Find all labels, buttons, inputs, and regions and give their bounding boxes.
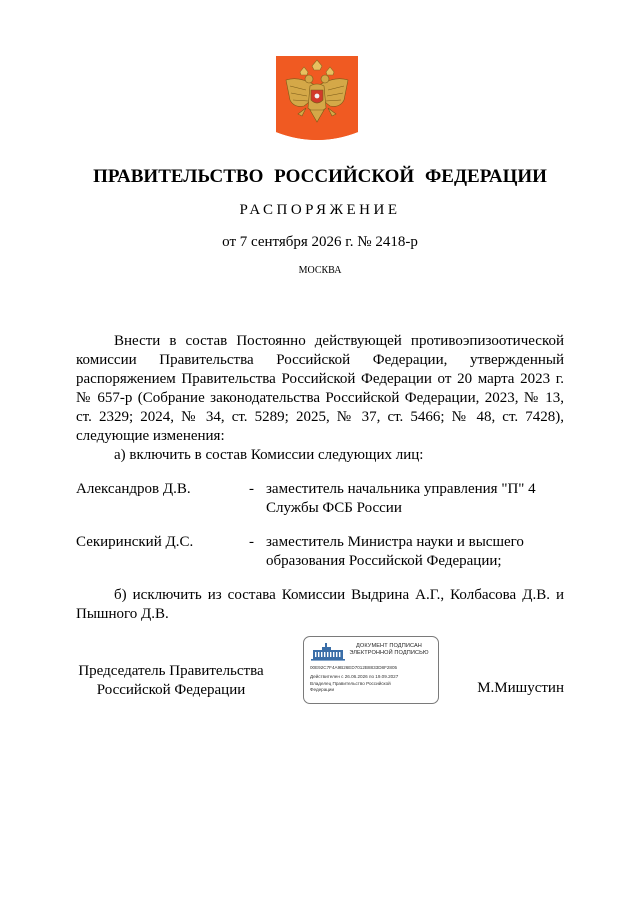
signatory-position bbox=[76, 662, 266, 700]
stamp-title-line: ЭЛЕКТРОННОЙ ПОДПИСЬЮ bbox=[349, 650, 429, 656]
member-dash: - bbox=[249, 534, 254, 550]
member-dash: - bbox=[249, 481, 254, 497]
stamp-validity: Действителен с 26.06.2026 по 19.09.2027 bbox=[310, 674, 399, 679]
item-a-paragraph: а) включить в состав Комиссии следующих лиц: bbox=[114, 447, 424, 463]
stamp-title bbox=[344, 643, 434, 657]
signatory-position-line: Российской Федерации bbox=[96, 682, 246, 698]
document-date-number: от 7 сентября 2026 г. № 2418-р bbox=[222, 234, 418, 250]
electronic-signature-stamp bbox=[303, 636, 439, 704]
coat-of-arms-emblem bbox=[276, 56, 358, 144]
document-place: МОСКВА bbox=[298, 265, 342, 276]
member-position: заместитель Министра науки и высшего образования Российской Федерации; bbox=[266, 534, 524, 569]
government-building-icon bbox=[310, 642, 346, 662]
signatory-position-line: Председатель Правительства bbox=[78, 663, 264, 679]
member-name: Александров Д.В. bbox=[76, 481, 191, 497]
stamp-certificate: 00E92C7F4A9B26ED7012B8833D8F2805 bbox=[310, 665, 398, 670]
government-title: ПРАВИТЕЛЬСТВО РОССИЙСКОЙ ФЕДЕРАЦИИ bbox=[93, 166, 547, 187]
signatory-name: М.Мишустин bbox=[477, 680, 564, 696]
item-b-paragraph: б) исключить из состава Комиссии Выдрина А.Г., Колбасова Д.В. и Пышного Д.В. bbox=[76, 587, 564, 622]
member-position: заместитель начальника управления "П" 4 Службы ФСБ России bbox=[266, 481, 536, 516]
intro-paragraph: Внести в состав Постоянно действующей противоэпизоотической комиссии Правительства Российской Федерации, утвержденный распоряжением Правительства Российской Федерации от 20 марта 2023 г. № 657-р (Собрание законодательства Российской Федерации, 2023, № 13, ст. 2329; 2024, № 34, ст. 5289; 2025, № 37, ст. 5466; № 48, ст. 7428), следующие изменения: bbox=[76, 333, 564, 444]
stamp-owner: Владелец Правительство Российской bbox=[310, 681, 391, 686]
stamp-owner: Федерации bbox=[310, 687, 335, 692]
stamp-title-line: ДОКУМЕНТ ПОДПИСАН bbox=[356, 643, 422, 649]
member-name: Секиринский Д.С. bbox=[76, 534, 194, 550]
document-type: РАСПОРЯЖЕНИЕ bbox=[239, 202, 401, 218]
